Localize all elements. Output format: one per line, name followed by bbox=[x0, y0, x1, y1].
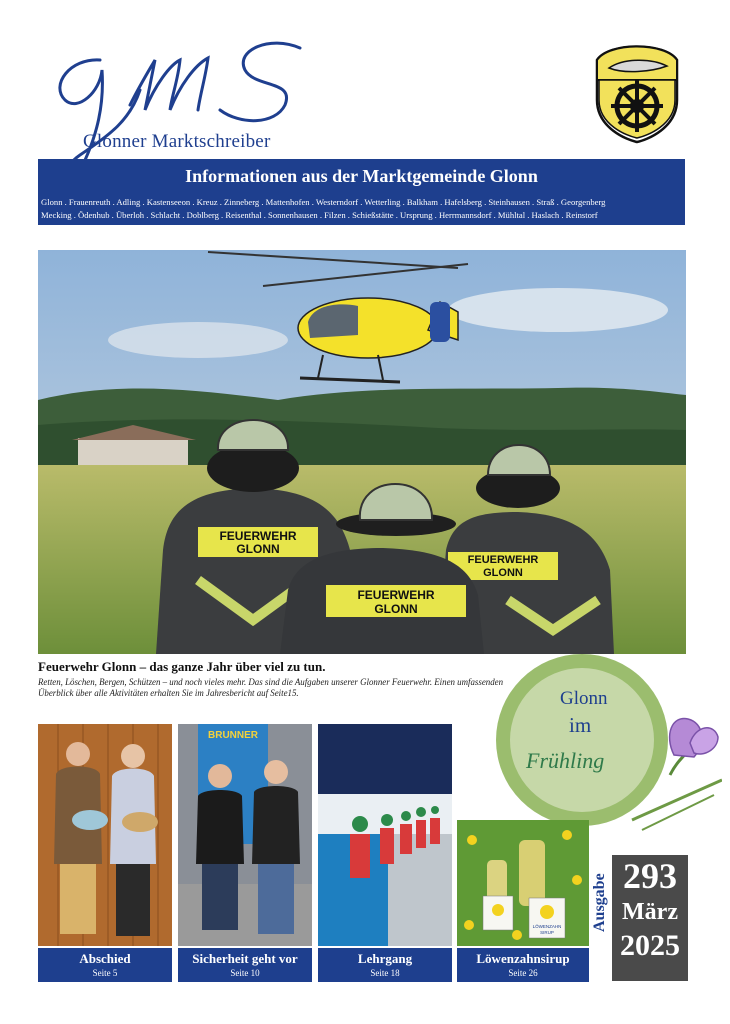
teaser-page: Seite 5 bbox=[92, 968, 118, 978]
teaser-abschied[interactable] bbox=[38, 948, 172, 982]
villages-line-1: Glonn . Frauenreuth . Adling . Kastenseeon . Kreuz . Zinneberg . Mattenhofen . Westerndorf . Wetterling . Balkham . Hafelsberg . Steinhausen . Straß . Georgenberg bbox=[41, 197, 606, 207]
vest-text-left-1: FEUERWEHR bbox=[219, 529, 297, 543]
header-banner bbox=[38, 159, 685, 225]
teaser-page: Seite 26 bbox=[508, 968, 538, 978]
vest-text-center-1: FEUERWEHR bbox=[357, 588, 435, 602]
hero-caption-title: Feuerwehr Glonn – das ganze Jahr über viel zu tun. bbox=[38, 659, 326, 674]
thumb-photo-sicherheit bbox=[178, 724, 312, 946]
brunner-sign-text: BRUNNER bbox=[208, 730, 258, 741]
spring-badge bbox=[492, 645, 722, 845]
teaser-title: Abschied bbox=[79, 951, 131, 966]
teaser-lehrgang[interactable] bbox=[318, 948, 452, 982]
issue-year: 2025 bbox=[620, 929, 680, 962]
thumb-photo-lehrgang bbox=[318, 724, 452, 946]
issue-month: März bbox=[622, 899, 678, 925]
teaser-sicherheit[interactable] bbox=[178, 948, 312, 982]
vest-text-right-2: GLONN bbox=[483, 567, 523, 579]
teaser-page: Seite 10 bbox=[230, 968, 260, 978]
issue-label bbox=[589, 834, 609, 934]
teaser-page: Seite 18 bbox=[370, 968, 400, 978]
gms-logo-text: GMS bbox=[30, 30, 33, 31]
masthead-name: Glonner Marktschreiber bbox=[83, 131, 271, 152]
thumb-photo-loewenzahnsirup bbox=[457, 820, 589, 946]
spring-text-fruehling: Frühling bbox=[526, 748, 605, 773]
teaser-title: Lehrgang bbox=[357, 951, 413, 966]
hero-photo-firefighters-helicopter bbox=[38, 250, 686, 654]
coat-of-arms bbox=[589, 40, 685, 144]
villages-line-2: Mecking . Ödenhub . Überloh . Schlacht . Doblberg . Reisenthal . Sonnenhausen . Filzen . Schießstätte . Ursprung . Herrmannsdorf . Mühltal . Haslach . Reinstorf bbox=[41, 210, 598, 220]
syrup-label-line2: SIRUP bbox=[540, 930, 554, 935]
spring-text-glonn: Glonn bbox=[560, 688, 608, 709]
issue-label-text: Ausgabe bbox=[591, 873, 608, 932]
vest-text-right-1: FEUERWEHR bbox=[467, 554, 539, 566]
syrup-label-line1: LÖWENZAHN bbox=[532, 924, 562, 929]
teaser-title: Löwenzahnsirup bbox=[476, 951, 570, 966]
issue-number: 293 bbox=[623, 856, 677, 896]
hero-caption-text: Retten, Löschen, Bergen, Schützen – und noch vieles mehr. Das sind die Aufgaben unserer Glonner Feuerwehr. Einen umfassenden Überblick über alle Aktivitäten erhalten Sie im Jahresbericht auf Seite15. bbox=[38, 677, 504, 698]
teaser-loewenzahnsirup[interactable] bbox=[457, 948, 589, 982]
vest-text-left-2: GLONN bbox=[236, 542, 280, 556]
teaser-title: Sicherheit geht vor bbox=[192, 951, 298, 966]
thumb-photo-abschied bbox=[38, 724, 172, 946]
vest-text-center-2: GLONN bbox=[374, 602, 418, 616]
issue-box bbox=[612, 855, 688, 981]
spring-text-im: im bbox=[569, 713, 592, 737]
banner-title: Informationen aus der Marktgemeinde Glonn bbox=[185, 166, 538, 186]
